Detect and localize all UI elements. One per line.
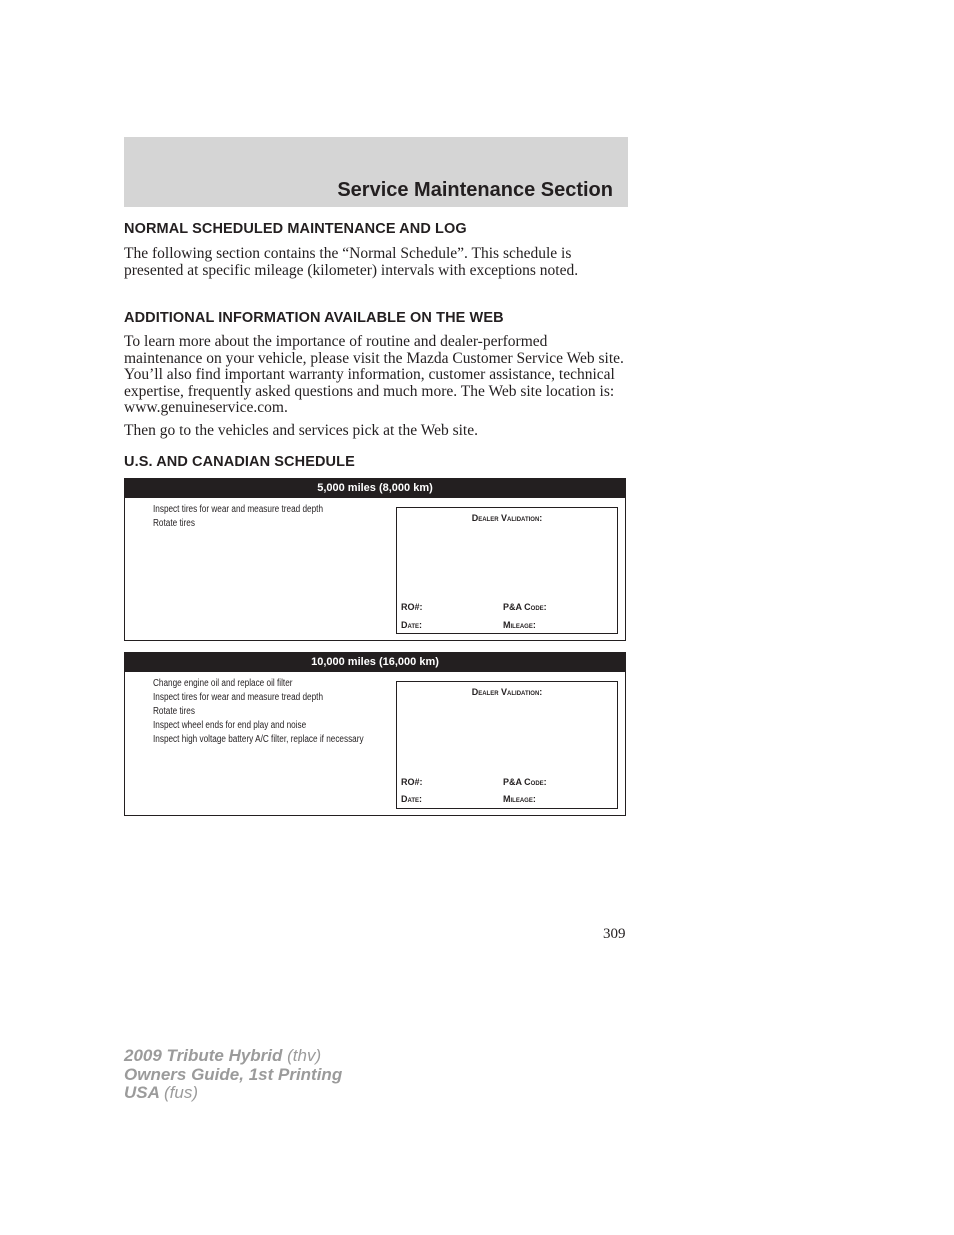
- schedule-10000-miles: [124, 652, 626, 816]
- pa-code-label: P&A Code:: [503, 777, 547, 787]
- section-header-band: [124, 137, 628, 207]
- footer-line-1: [124, 1047, 342, 1066]
- date-label: Date:: [401, 620, 423, 630]
- task-list: [153, 503, 323, 531]
- task-list: [153, 677, 364, 747]
- footer-market-code: (fus): [164, 1083, 198, 1102]
- paragraph-normal-maintenance: The following section contains the “Normal Schedule”. This schedule is presented at specific mileage (kilometer) intervals with exceptions noted.: [124, 245, 579, 279]
- dealer-validation-title: Dealer Validation:: [471, 513, 543, 523]
- task-item: Inspect tires for wear and measure tread depth: [153, 504, 324, 515]
- footer-printing-info: [124, 1047, 342, 1103]
- heading-us-canadian-schedule: U.S. AND CANADIAN SCHEDULE: [124, 454, 355, 470]
- paragraph-web-info: To learn more about the importance of routine and dealer-performed maintenance on your vehicle, please visit the Mazda Customer Service Web site. You’ll also find important warranty information, customer assistance, technical expertise, frequently asked questions and much more. The Web site location is: www.genuineservice.com.: [124, 333, 624, 416]
- task-item: Inspect high voltage battery A/C filter, replace if necessary: [153, 734, 364, 745]
- dealer-validation-title: Dealer Validation:: [471, 687, 543, 697]
- task-item: Rotate tires: [153, 518, 195, 529]
- footer-line-2: [124, 1066, 342, 1085]
- section-title: Service Maintenance Section: [337, 179, 613, 201]
- task-item: Inspect tires for wear and measure tread depth: [153, 692, 324, 703]
- page-number: 309: [603, 926, 626, 942]
- task-item: Rotate tires: [153, 706, 195, 717]
- schedule-title: 5,000 miles (8,000 km): [125, 479, 625, 498]
- footer-model: 2009 Tribute Hybrid: [124, 1046, 283, 1065]
- date-label: Date:: [401, 794, 423, 804]
- schedule-title: 10,000 miles (16,000 km): [125, 653, 625, 672]
- dealer-validation-box: [396, 681, 618, 809]
- footer-market: USA: [124, 1083, 160, 1102]
- ro-number-label: RO#:: [401, 777, 423, 787]
- mileage-label: Mileage:: [503, 620, 536, 630]
- paragraph-web-pick: Then go to the vehicles and services pick at the Web site.: [124, 422, 478, 439]
- footer-guide: Owners Guide, 1st Printing: [124, 1064, 343, 1084]
- dealer-validation-box: [396, 507, 618, 634]
- footer-model-code: (thv): [287, 1046, 322, 1065]
- footer-line-3: [124, 1084, 342, 1103]
- heading-normal-maintenance: NORMAL SCHEDULED MAINTENANCE AND LOG: [124, 221, 467, 237]
- task-item: Inspect wheel ends for end play and noise: [153, 720, 307, 731]
- task-item: Change engine oil and replace oil filter: [153, 678, 293, 689]
- schedule-5000-miles: [124, 478, 626, 641]
- ro-number-label: RO#:: [401, 602, 423, 612]
- pa-code-label: P&A Code:: [503, 602, 547, 612]
- mileage-label: Mileage:: [503, 794, 536, 804]
- heading-web-info: ADDITIONAL INFORMATION AVAILABLE ON THE WEB: [124, 310, 504, 326]
